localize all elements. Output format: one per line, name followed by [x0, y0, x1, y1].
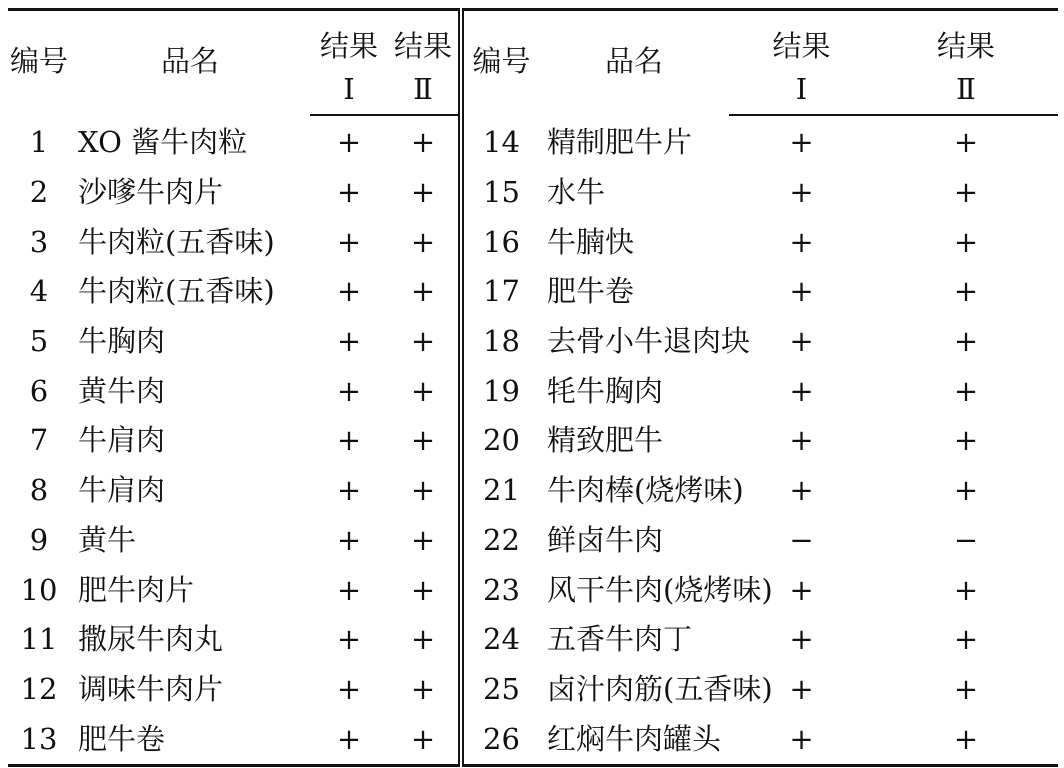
header-name-left: 品名 — [160, 43, 219, 78]
item-result1-right: + — [789, 175, 814, 210]
item-number-left: 6 — [29, 373, 49, 408]
item-result2-left: + — [410, 473, 436, 508]
item-name-right: 牛腩快 — [547, 224, 635, 259]
item-result1-left: + — [336, 721, 362, 756]
table-row — [8, 317, 1058, 367]
item-number-left: 7 — [29, 423, 49, 458]
item-result2-left: + — [410, 572, 436, 607]
item-result1-left: + — [336, 473, 362, 508]
table-row — [8, 416, 1058, 466]
table-row — [8, 516, 1058, 566]
item-result2-right: − — [953, 522, 979, 557]
item-result1-left: + — [336, 324, 362, 359]
item-number-left: 13 — [20, 721, 58, 756]
header-name-right: 品名 — [604, 43, 663, 78]
item-number-left: 10 — [20, 572, 58, 607]
item-result1-left: + — [336, 522, 362, 557]
header-number-right: 编号 — [461, 10, 539, 116]
item-name-left: 牛肉粒(五香味) — [78, 224, 275, 259]
item-name-left: 肥牛肉片 — [78, 572, 195, 607]
item-result1-left: + — [336, 125, 362, 160]
header-result2-right-bottom: Ⅱ — [874, 65, 1058, 115]
item-number-left: 8 — [29, 473, 49, 508]
item-number-right: 26 — [461, 714, 539, 765]
item-name-right: 肥牛卷 — [547, 274, 635, 309]
item-result2-right: + — [953, 373, 979, 408]
item-number-right: 19 — [461, 366, 539, 416]
item-name-right: 鲜卤牛肉 — [547, 522, 664, 557]
item-number-right: 23 — [461, 565, 539, 615]
item-result2-right: + — [953, 671, 979, 706]
table-row — [8, 565, 1058, 615]
item-result2-left: + — [410, 125, 436, 160]
item-result2-right: + — [953, 324, 979, 359]
item-number-left: 4 — [29, 274, 49, 309]
item-name-right: 牦牛胸肉 — [547, 373, 664, 408]
item-result1-right: + — [789, 125, 814, 160]
item-name-left: 黄牛 — [78, 522, 137, 557]
table-row — [8, 217, 1058, 267]
item-result2-right: + — [953, 125, 979, 160]
item-name-left: XO 酱牛肉粒 — [78, 124, 248, 159]
item-result2-right: + — [953, 622, 979, 657]
item-result2-left: + — [410, 721, 436, 756]
table-header — [8, 10, 1058, 116]
item-result1-left: + — [336, 622, 362, 657]
table-row — [8, 267, 1058, 317]
item-number-left: 9 — [29, 522, 49, 557]
item-name-left: 牛肉粒(五香味) — [78, 274, 275, 309]
item-result1-left: + — [336, 373, 362, 408]
item-result2-left: + — [410, 274, 436, 309]
item-number-right: 15 — [461, 168, 539, 218]
item-name-left: 黄牛肉 — [78, 373, 166, 408]
item-result2-right: + — [953, 572, 979, 607]
table-row — [8, 168, 1058, 218]
item-name-right: 水牛 — [547, 175, 606, 210]
item-name-left: 调味牛肉片 — [78, 671, 224, 706]
item-result2-left: + — [410, 522, 436, 557]
item-result1-right: + — [789, 224, 814, 259]
header-result1-left-top: 结果 — [319, 29, 378, 63]
item-name-left: 肥牛卷 — [78, 721, 166, 756]
item-result2-left: + — [410, 324, 436, 359]
item-result2-left: + — [410, 671, 436, 706]
header-result1-right-bottom: Ⅰ — [729, 65, 874, 115]
item-name-left: 牛肩肉 — [78, 423, 166, 458]
item-result2-right: + — [953, 224, 979, 259]
item-result1-right: + — [789, 622, 814, 657]
item-name-right: 风干牛肉(烧烤味) — [547, 572, 773, 607]
item-number-right: 20 — [461, 416, 539, 466]
item-result1-right: + — [789, 721, 814, 756]
item-result1-right: + — [789, 572, 814, 607]
item-result1-left: + — [336, 671, 362, 706]
item-result1-left: + — [336, 274, 362, 309]
item-number-left: 1 — [29, 124, 49, 159]
item-result1-left: + — [336, 423, 362, 458]
item-number-right: 16 — [461, 217, 539, 267]
item-result2-left: + — [410, 373, 436, 408]
table-row — [8, 466, 1058, 516]
item-number-left: 5 — [29, 324, 49, 359]
item-name-right: 去骨小牛退肉块 — [547, 324, 751, 359]
item-result1-right: + — [789, 373, 814, 408]
item-number-right: 14 — [461, 115, 539, 168]
item-number-right: 18 — [461, 317, 539, 367]
item-name-right: 红焖牛肉罐头 — [547, 721, 722, 756]
header-result2-left-top: 结果 — [393, 29, 452, 63]
item-number-left: 11 — [20, 622, 58, 657]
item-name-left: 牛肩肉 — [78, 473, 166, 508]
item-number-right: 22 — [461, 516, 539, 566]
item-result1-right: + — [789, 473, 814, 508]
item-result1-right: + — [789, 274, 814, 309]
header-result1-left-bottom: Ⅰ — [310, 65, 388, 115]
item-result2-right: + — [953, 274, 979, 309]
item-name-right: 卤汁肉筋(五香味) — [547, 671, 773, 706]
item-number-right: 17 — [461, 267, 539, 317]
item-number-right: 21 — [461, 466, 539, 516]
results-table — [8, 8, 1058, 767]
item-name-left: 沙嗲牛肉片 — [78, 175, 224, 210]
table-row — [8, 714, 1058, 765]
item-result1-left: + — [336, 175, 362, 210]
item-name-right: 精制肥牛片 — [547, 124, 693, 159]
item-result1-right: + — [789, 423, 814, 458]
table-row — [8, 615, 1058, 665]
item-result1-left: + — [336, 572, 362, 607]
item-number-left: 3 — [29, 224, 49, 259]
item-number-left: 2 — [29, 175, 49, 210]
header-result2-right-top: 结果 — [936, 29, 995, 63]
table-body — [8, 115, 1058, 765]
item-result2-right: + — [953, 473, 979, 508]
item-result2-left: + — [410, 175, 436, 210]
item-result2-left: + — [410, 622, 436, 657]
item-result2-right: + — [953, 721, 979, 756]
item-result1-right: + — [789, 324, 814, 359]
item-name-right: 牛肉棒(烧烤味) — [547, 473, 744, 508]
header-result1-right-top: 结果 — [772, 29, 831, 63]
item-name-left: 牛胸肉 — [78, 324, 166, 359]
item-result2-left: + — [410, 224, 436, 259]
item-name-left: 撒尿牛肉丸 — [78, 622, 224, 657]
item-result2-left: + — [410, 423, 436, 458]
table-row — [8, 366, 1058, 416]
item-result1-right: + — [789, 671, 814, 706]
table-row — [8, 665, 1058, 715]
item-result1-left: + — [336, 224, 362, 259]
item-number-left: 12 — [20, 671, 58, 706]
header-result2-left-bottom: Ⅱ — [388, 65, 461, 115]
item-number-right: 24 — [461, 615, 539, 665]
header-number-left: 编号 — [9, 43, 68, 78]
table-row — [8, 115, 1058, 168]
item-name-right: 精致肥牛 — [547, 423, 664, 458]
item-result2-right: + — [953, 423, 979, 458]
item-result2-right: + — [953, 175, 979, 210]
item-number-right: 25 — [461, 665, 539, 715]
item-name-right: 五香牛肉丁 — [547, 622, 693, 657]
item-result1-right: − — [789, 522, 814, 557]
